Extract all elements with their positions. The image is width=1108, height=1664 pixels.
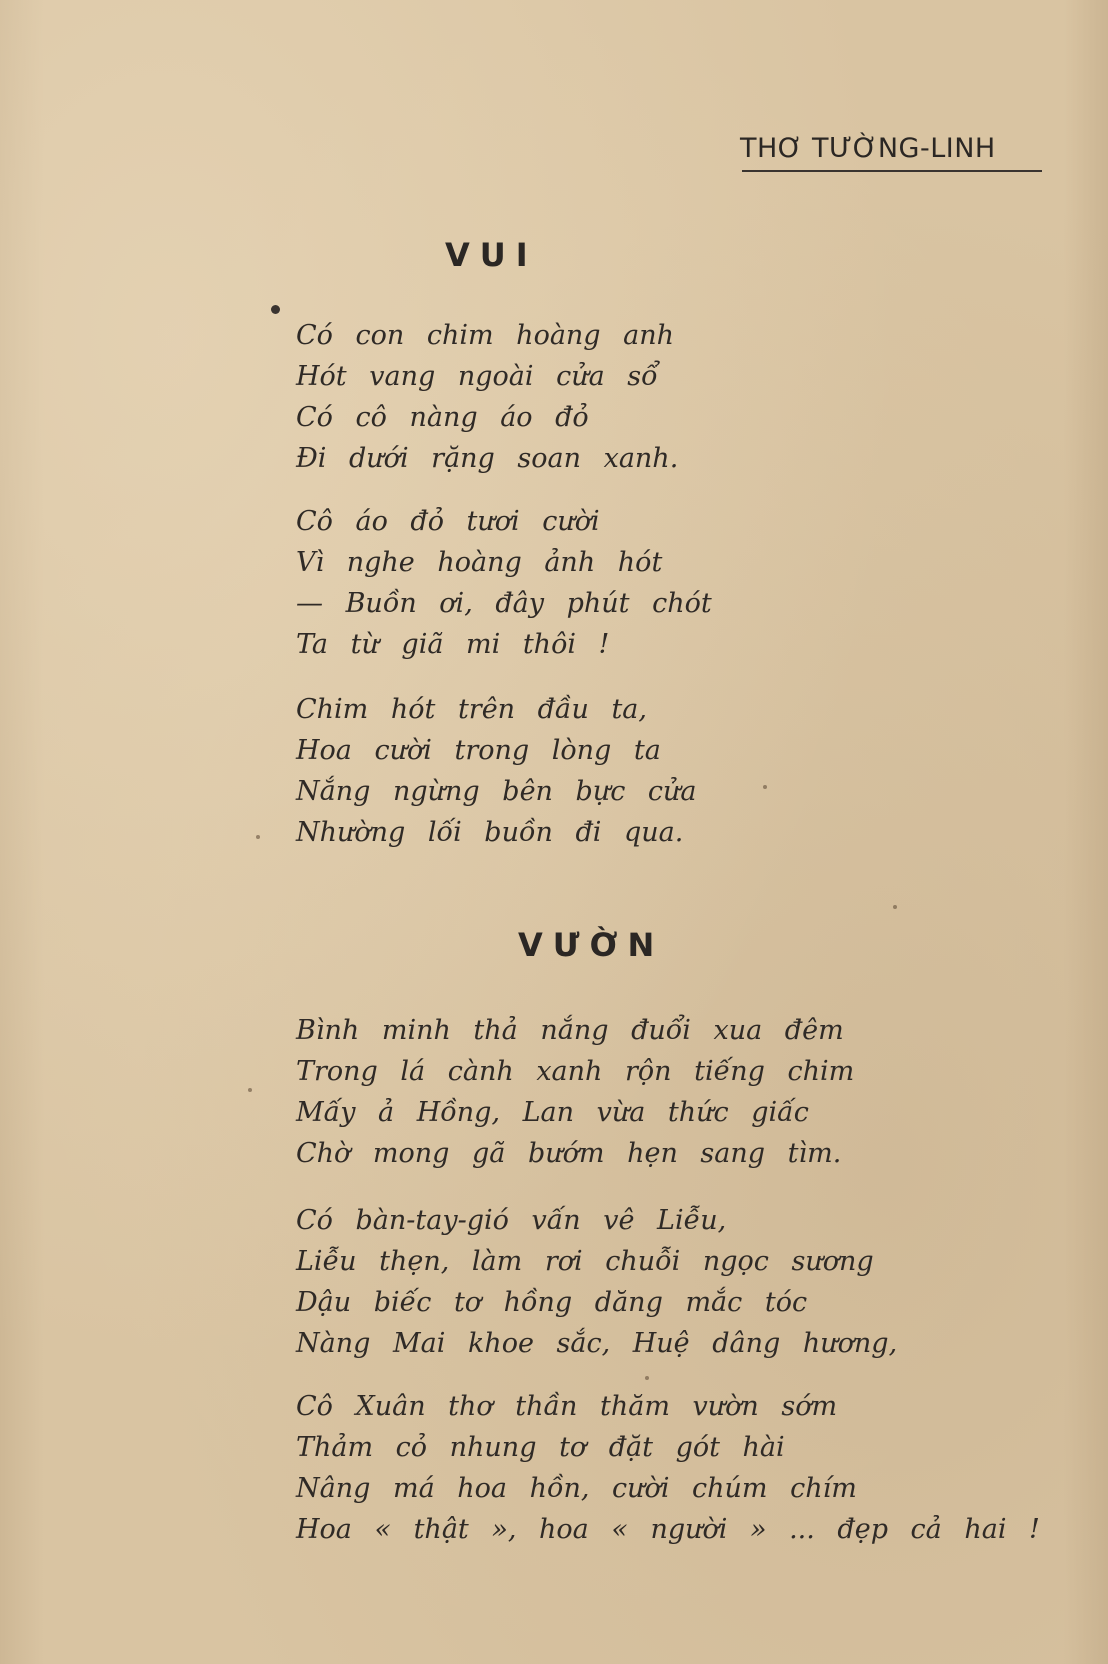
verse-line: Hót vang ngoài cửa sổ (296, 361, 658, 392)
verse-line: Hoa « thật », hoa « người » ... đẹp cả hai ! (296, 1514, 1040, 1545)
poem-vui-stanza-2 (296, 501, 712, 665)
verse-line: Ta từ giã mi thôi ! (296, 629, 610, 660)
poem-vuon-stanza-1 (296, 1010, 854, 1174)
verse-line: — Buồn ơi, đây phút chót (296, 588, 712, 619)
paper-speck (248, 1088, 252, 1092)
poem-title-vuon: VƯỜN (518, 926, 665, 964)
poem-title-vui: VUI (445, 236, 538, 274)
verse-line: Trong lá cành xanh rộn tiếng chim (296, 1056, 855, 1087)
verse-line: Có bàn-tay-gió vấn vê Liễu, (296, 1205, 727, 1236)
verse-line: Có con chim hoàng anh (296, 320, 675, 351)
bullet-mark (271, 305, 280, 314)
verse-line: Nhường lối buồn đi qua. (296, 817, 684, 848)
verse-line: Có cô nàng áo đỏ (296, 402, 589, 433)
header-underline (742, 170, 1042, 172)
verse-line: Dậu biếc tơ hồng dăng mắc tóc (296, 1287, 808, 1318)
verse-line: Bình minh thả nắng đuổi xua đêm (296, 1015, 844, 1046)
verse-line: Cô áo đỏ tươi cười (296, 506, 600, 537)
poem-vuon-stanza-3 (296, 1386, 1040, 1550)
verse-line: Vì nghe hoàng ảnh hót (296, 547, 663, 578)
paper-speck (763, 785, 767, 789)
verse-line: Chim hót trên đầu ta, (296, 694, 647, 725)
verse-line: Nàng Mai khoe sắc, Huệ dâng hương, (296, 1328, 898, 1359)
verse-line: Nâng má hoa hồn, cười chúm chím (296, 1473, 857, 1504)
poem-vuon-stanza-2 (296, 1200, 897, 1364)
paper-speck (256, 835, 260, 839)
paper-speck (645, 1376, 649, 1380)
poem-vui-stanza-3 (296, 689, 697, 853)
verse-line: Đi dưới rặng soan xanh. (296, 443, 679, 474)
verse-line: Mấy ả Hồng, Lan vừa thức giấc (296, 1097, 809, 1128)
verse-line: Liễu thẹn, làm rơi chuỗi ngọc sương (296, 1246, 874, 1277)
running-header-author: THƠ TƯỜNG-LINH (740, 133, 996, 164)
verse-line: Thảm cỏ nhung tơ đặt gót hài (296, 1432, 785, 1463)
verse-line: Chờ mong gã bướm hẹn sang tìm. (296, 1138, 842, 1169)
verse-line: Hoa cười trong lòng ta (296, 735, 661, 766)
verse-line: Nắng ngừng bên bực cửa (296, 776, 697, 807)
verse-line: Cô Xuân thơ thần thăm vườn sớm (296, 1391, 838, 1422)
poem-vui-stanza-1 (296, 315, 678, 479)
paper-speck (893, 905, 897, 909)
